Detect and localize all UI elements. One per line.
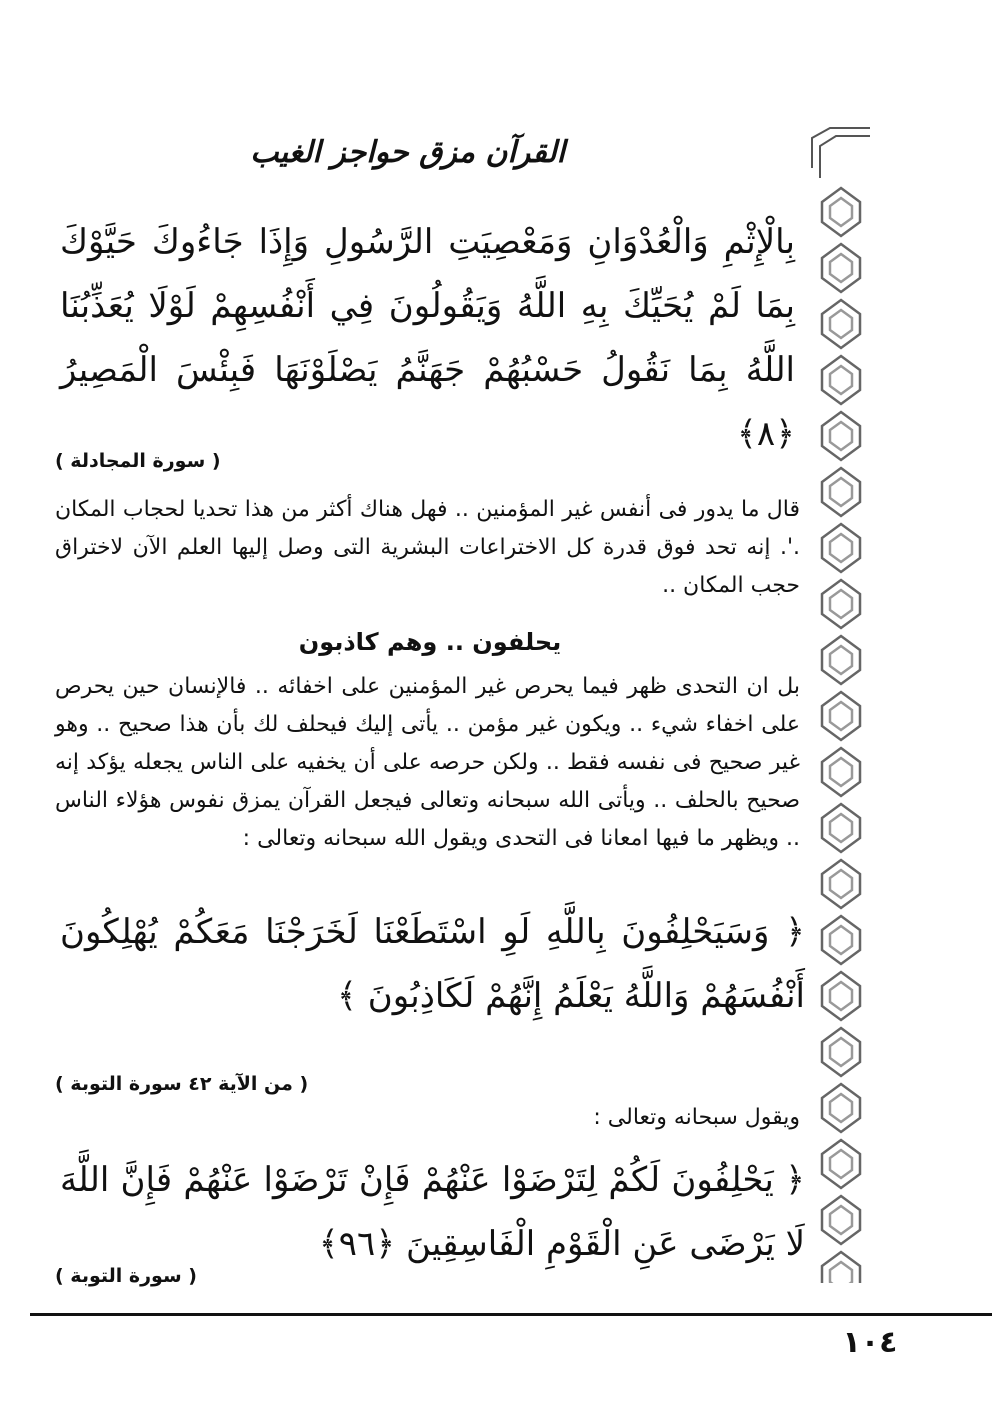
border-link-inner [830, 870, 852, 898]
border-link-inner [830, 982, 852, 1010]
border-link [822, 692, 860, 740]
border-link-inner [830, 534, 852, 562]
border-link [822, 356, 860, 404]
footer-divider [30, 1313, 992, 1316]
border-link [822, 580, 860, 628]
border-link [822, 1252, 860, 1283]
border-link [822, 1140, 860, 1188]
border-link-inner [830, 1206, 852, 1234]
border-link-inner [830, 422, 852, 450]
border-link [822, 1196, 860, 1244]
page-header-title: القرآن مزق حواجز الغيب [250, 135, 565, 170]
border-link-inner [830, 702, 852, 730]
border-link [822, 804, 860, 852]
body-paragraph: بل ان التحدى ظهر فيما يحرص غير المؤمنين على اخفائه .. فالإنسان حين يحرص على اخفاء شيء .. ويكون غير مؤمن .. يأتى إليك فيحلف لك بأن هذا صحيح .. وهو غير صحيح فى نفسه فقط .. ولكن حرصه على أن يخفيه على الناس يجعله يؤكد إنه صحيح بالحلف .. ويأتى الله سبحانه وتعالى فيجعل القرآن يمزق نفوس هؤلاء الناس .. ويظهر ما فيها امعانا فى التحدى ويقول الله سبحانه وتعالى : [55, 674, 800, 851]
border-link [822, 412, 860, 460]
quran-verse-block: ﴿ يَحْلِفُونَ لَكُمْ لِتَرْضَوْا عَنْهُمْ فَإِنْ تَرْضَوْا عَنْهُمْ فَإِنَّ اللَّهَ لَا يَرْضَى عَنِ الْقَوْمِ الْفَاسِقِينَ ﴿٩٦﴾ [60, 1160, 805, 1264]
border-link [822, 244, 860, 292]
body-paragraph: قال ما يدور فى أنفس غير المؤمنين .. فهل هناك أكثر من هذا تحديا لحجاب المكان .'. إنه تحد فوق قدرة كل الاختراعات البشرية التى وصل إليها العلم الآن لاختراق حجب المكان .. [55, 497, 800, 598]
border-link [822, 524, 860, 572]
border-link [822, 300, 860, 348]
border-link-inner [830, 926, 852, 954]
border-link-inner [830, 254, 852, 282]
border-link-inner [830, 814, 852, 842]
border-link [822, 916, 860, 964]
section-heading: يحلفون .. وهم كاذبون [298, 628, 562, 656]
surah-reference: ( سورة التوبة ) [55, 1265, 197, 1287]
surah-reference: ( من الآية ٤٢ سورة التوبة ) [55, 1073, 309, 1095]
border-link [822, 188, 860, 236]
quran-verse-block: ﴿ وَسَيَحْلِفُونَ بِاللَّهِ لَوِ اسْتَطَعْنَا لَخَرَجْنَا مَعَكُمْ يُهْلِكُونَ أَنْفُسَهُمْ وَاللَّهُ يَعْلَمُ إِنَّهُمْ لَكَاذِبُونَ ﴾ [60, 912, 805, 1016]
border-link [822, 468, 860, 516]
quran-verse-block: بِالْإِثْمِ وَالْعُدْوَانِ وَمَعْصِيَتِ الرَّسُولِ وَإِذَا جَاءُوكَ حَيَّوْكَ بِمَا لَمْ يُحَيِّكَ بِهِ اللَّهُ وَيَقُولُونَ فِي أَنْفُسِهِمْ لَوْلَا يُعَذِّبُنَا اللَّهُ بِمَا نَقُولُ حَسْبُهُمْ جَهَنَّمُ يَصْلَوْنَهَا فَبِئْسَ الْمَصِيرُ ﴿٨﴾ [60, 222, 795, 454]
border-link-inner [830, 310, 852, 338]
border-link-inner [830, 478, 852, 506]
border-link-inner [830, 1038, 852, 1066]
border-link-inner [830, 1094, 852, 1122]
border-link-inner [830, 366, 852, 394]
border-link-inner [830, 1262, 852, 1283]
border-link [822, 1028, 860, 1076]
border-link-inner [830, 758, 852, 786]
surah-reference: ( سورة المجادلة ) [55, 450, 221, 472]
border-link [822, 1084, 860, 1132]
border-link [822, 860, 860, 908]
border-link [822, 636, 860, 684]
border-link-inner [830, 590, 852, 618]
body-paragraph: ويقول سبحانه وتعالى : [593, 1105, 800, 1130]
border-link-inner [830, 1150, 852, 1178]
border-link [822, 748, 860, 796]
page-number: ١٠٤ [842, 1325, 898, 1360]
border-link-inner [830, 198, 852, 226]
ornamental-border [810, 118, 872, 1283]
border-link [822, 972, 860, 1020]
border-link-inner [830, 646, 852, 674]
